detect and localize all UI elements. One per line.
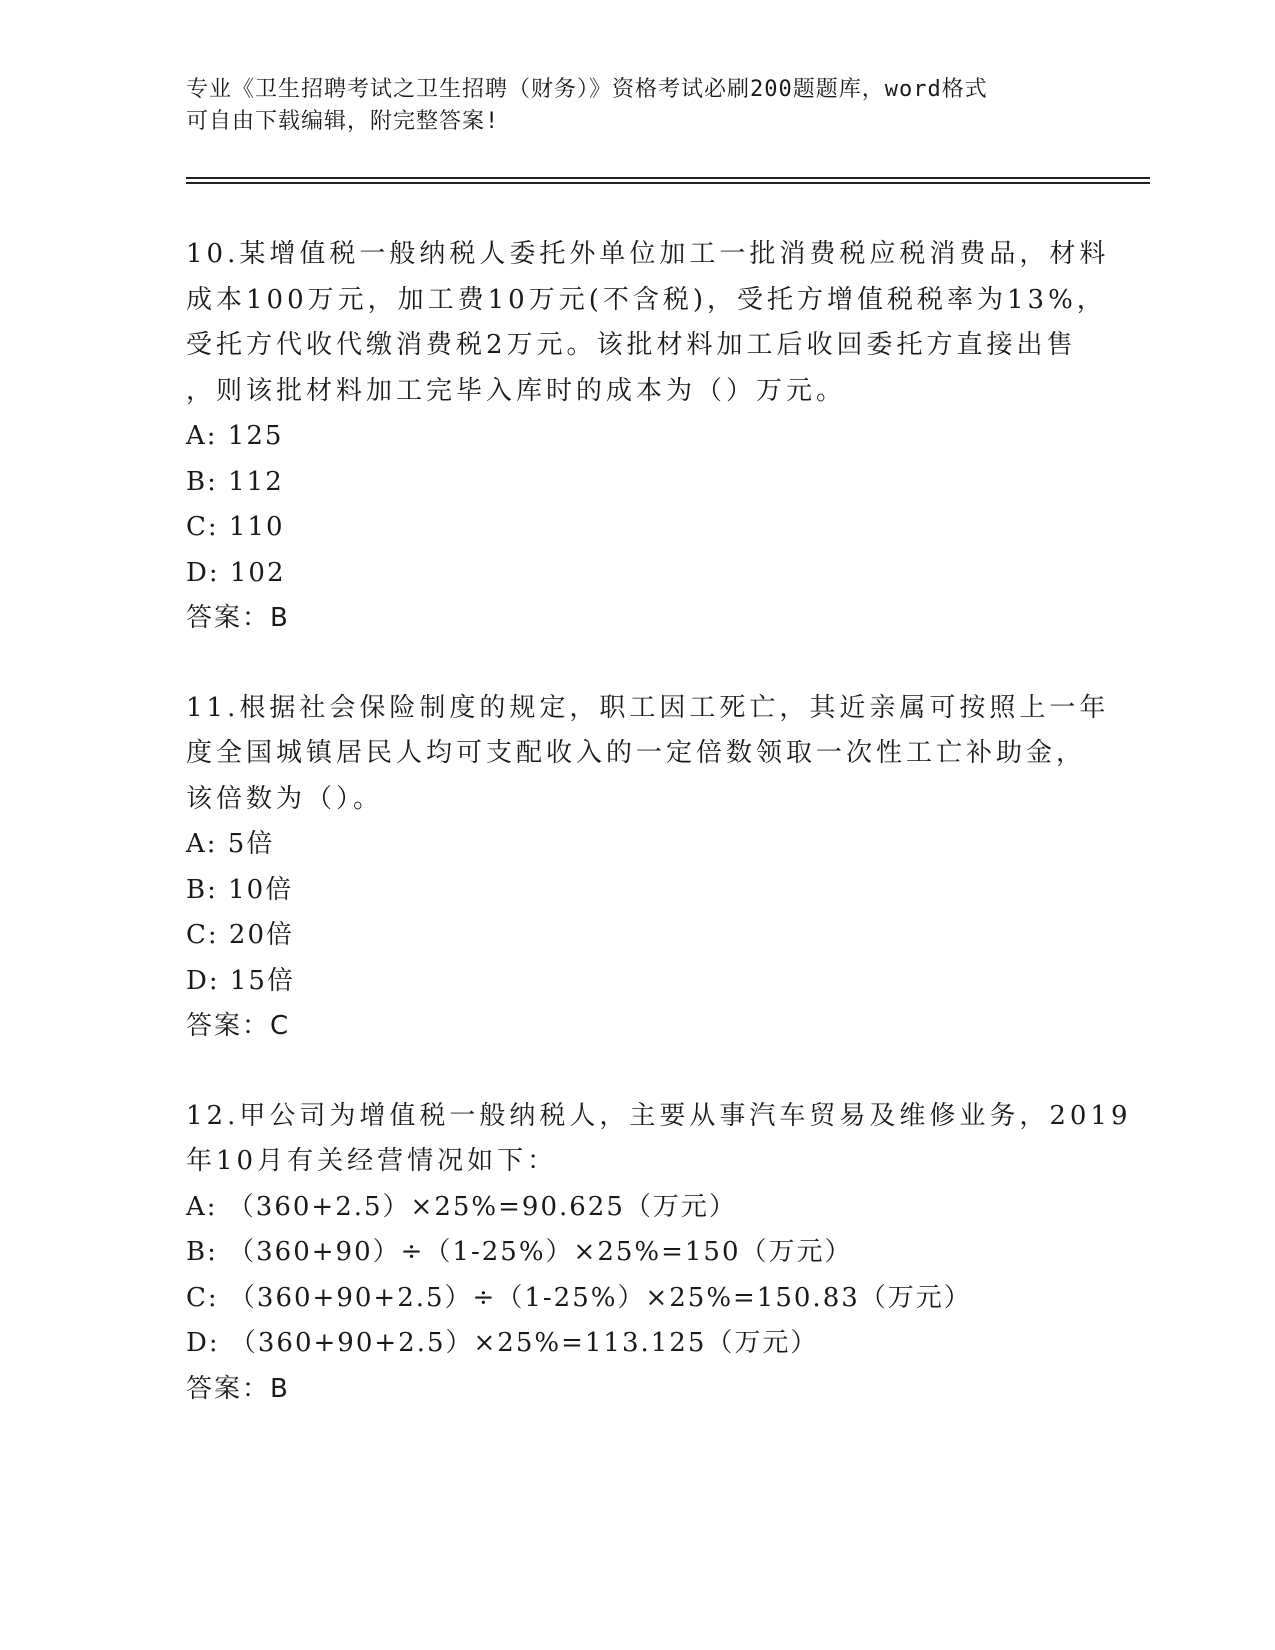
- header-line: 可自由下载编辑，附完整答案!: [186, 109, 500, 134]
- answer-line: 答案：B: [186, 603, 290, 633]
- option-d: D: （360+90+2.5）×25%=113.125（万元）: [186, 1328, 819, 1358]
- option-d: D: 102: [186, 557, 286, 588]
- header-divider-bottom: [186, 182, 1150, 184]
- option-b: B: 10倍: [186, 874, 294, 905]
- question-11: [186, 686, 1110, 1050]
- stem-line: ，则该批材料加工完毕入库时的成本为（）万元。: [186, 375, 847, 406]
- question-12: [186, 1094, 1132, 1413]
- stem-line: 年10月有关经营情况如下：: [186, 1146, 558, 1176]
- option-b: B: 112: [186, 466, 284, 497]
- stem-line: 该倍数为（）。: [186, 783, 384, 814]
- option-c: C: （360+90+2.5）÷（1-25%）×25%=150.83（万元）: [186, 1282, 972, 1313]
- option-a: A: 125: [186, 421, 284, 451]
- question-stem: [186, 686, 1110, 823]
- answer-line: 答案：B: [186, 1373, 290, 1404]
- document-header: [186, 74, 1086, 138]
- stem-line: 10.某增值税一般纳税人委托外单位加工一批消费税应税消费品，材料: [186, 239, 1110, 269]
- question-10: [186, 232, 1110, 642]
- stem-line: 度全国城镇居民人均可支配收入的一定倍数领取一次性工亡补助金，: [186, 738, 1087, 768]
- question-stem: [186, 232, 1110, 414]
- question-stem: [186, 1094, 1132, 1185]
- stem-line: 成本100万元，加工费10万元(不含税)，受托方增值税税率为13%，: [186, 284, 1107, 315]
- question-list: [186, 232, 1132, 1456]
- option-d: D: 15倍: [186, 965, 295, 996]
- stem-line: 受托方代收代缴消费税2万元。该批材料加工后收回委托方直接出售: [186, 330, 1077, 360]
- header-divider-top: [186, 177, 1150, 179]
- header-line: 专业《卫生招聘考试之卫生招聘（财务）》资格考试必刷200题题库，word格式: [186, 77, 988, 102]
- option-b: B: （360+90）÷（1-25%）×25%=150（万元）: [186, 1237, 853, 1267]
- stem-line: 11.根据社会保险制度的规定，职工因工死亡，其近亲属可按照上一年: [186, 692, 1110, 723]
- answer-line: 答案：C: [186, 1011, 291, 1041]
- option-c: C: 110: [186, 512, 285, 542]
- option-c: C: 20倍: [186, 920, 295, 950]
- option-a: A: （360+2.5）×25%=90.625（万元）: [186, 1191, 737, 1222]
- stem-line: 12.甲公司为增值税一般纳税人，主要从事汽车贸易及维修业务，2019: [186, 1100, 1132, 1131]
- option-a: A: 5倍: [186, 829, 275, 859]
